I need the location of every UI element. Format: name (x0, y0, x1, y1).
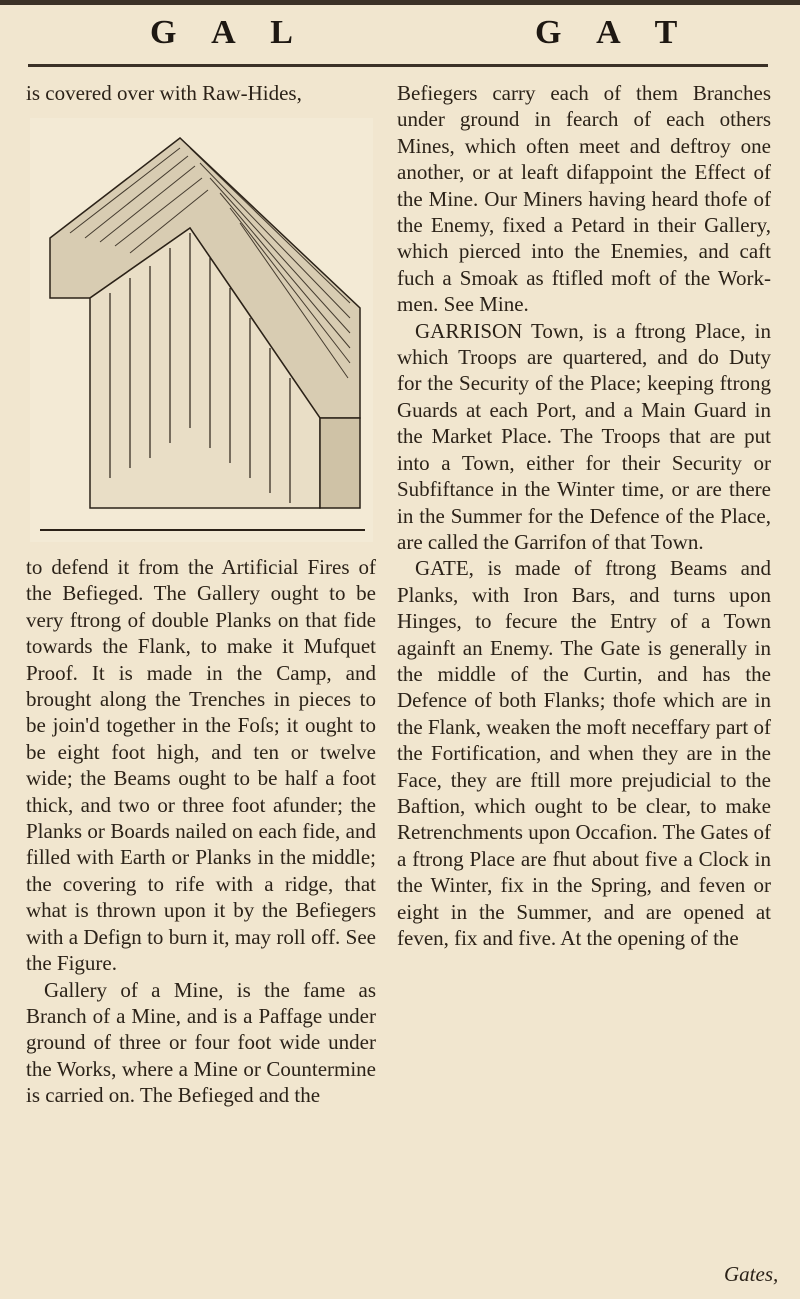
header-bottom-rule (28, 64, 768, 67)
right-paragraph-1: Befiegers carry each of them Branches under ground in fearch of each others Mines, which often meet and deftroy one another, or at leaft difappoint the Effect of the Mine. Our Miners having heard thofe of the Enemy, fixed a Petard in their Gallery, which pierced into the Enemies, and caft fuch a Smoak as ftifled moft of the Work-men. See Mine. (397, 81, 771, 317)
catchword: Gates, (724, 1262, 779, 1286)
right-paragraph-3: GATE, is made of ftrong Beams and Planks, with Iron Bars, and turns upon Hinges, to fecure the Entry of a Town againft an Enemy. The Gate is generally in the middle of the Curtin, and has the Defence of both Flanks; thofe which are in the Flank, weaken the moft neceffary part of the Fortification, and when they are in the Face, they are ftill more prejudicial to the Baftion, which ought to be clear, to make Retrenchments upon Occafion. The Gates of a ftrong Place are fhut about five a Clock in the Winter, fix in the Spring, and feven or eight in the Summer, and are opened at feven, fix and five. At the opening of the (397, 556, 771, 950)
header-left-word: G A L (150, 14, 307, 51)
covered-gallery-engraving-icon (30, 118, 373, 542)
right-column (397, 80, 771, 951)
right-paragraph-2: GARRISON Town, is a ftrong Place, in which Troops are quartered, and do Duty for the Security of the Place; keeping ftrong Guards at each Port, and a Main Guard in the Market Place. The Troops that are put into a Town, either for their Security or Subfiftance in the Winter time, or are there in the Summer for the Defence of the Place, are called the Garrifon of that Town. (397, 318, 771, 554)
left-body (26, 554, 376, 1109)
opening-line-text: is covered over with Raw-Hides, (26, 81, 302, 105)
left-opening-line (26, 80, 376, 106)
left-paragraph-1: to defend it from the Artificial Fires of the Befieged. The Gallery ought to be very ftrong of double Planks on that fide towards the Flank, to make it Mufquet Proof. It is made in the Camp, and brought along the Trenches in pieces to be join'd together in the Foſs; it ought to be eight foot high, and ten or twelve wide; the Beams ought to be half a foot thick, and two or three foot afunder; the Planks or Boards nailed on each fide, and filled with Earth or Planks in the middle; the covering to rife with a ridge, that what is thrown upon it by the Befiegers with a Defign to burn it, may roll off. See the Figure. (26, 555, 376, 976)
header-top-rule (0, 0, 800, 5)
gallery-figure (30, 118, 373, 542)
header-right-word: G A T (535, 14, 692, 51)
running-header (0, 0, 800, 75)
left-paragraph-2: Gallery of a Mine, is the fame as Branch of a Mine, and is a Paffage under ground of three or four foot wide under the Works, where a Mine or Countermine is carried on. The Befieged and the (26, 977, 376, 1108)
